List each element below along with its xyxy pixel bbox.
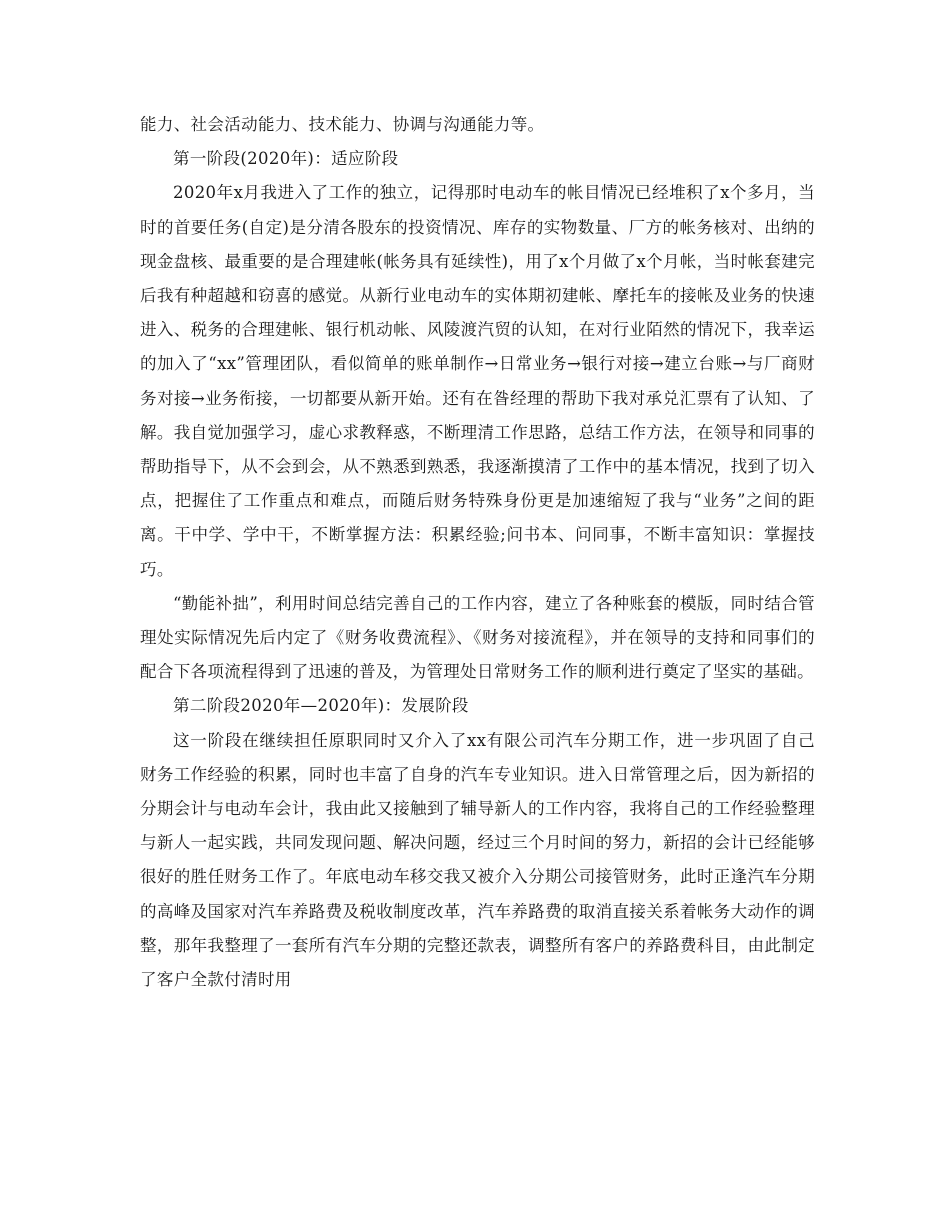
paragraph-stage-one-body: 2020年x月我进入了工作的独立，记得那时电动车的帐目情况已经堆积了x个多月，当时的首要任务(自定)是分清各股东的投资情况、库存的实物数量、厂方的帐务核对、出纳的现金盘核、最重要的是合理建帐(帐务具有延续性)，用了x个月做了x个月帐，当时帐套建完后我有种超越和窃喜的感觉。从新行业电动车的实体期初建帐、摩托车的接帐及业务的快速进入、税务的合理建帐、银行机动帐、风陵渡汽贸的认知，在对行业陌然的情况下，我幸运的加入了“xx”管理团队，看似简单的账单制作→日常业务→银行对接→建立台账→与厂商财务对接→业务衔接，一切都要从新开始。还有在昝经理的帮助下我对承兑汇票有了认知、了解。我自觉加强学习，虚心求教释惑，不断理清工作思路，总结工作方法，在领导和同事的帮助指导下，从不会到会，从不熟悉到熟悉，我逐渐摸清了工作中的基本情况，找到了切入点，把握住了工作重点和难点，而随后财务特殊身份更是加速缩短了我与“业务”之间的距离。干中学、学中干，不断掌握方法：积累经验;问书本、问同事，不断丰富知识：掌握技巧。: [140, 183, 815, 579]
paragraph-stage-two-body: 这一阶段在继续担任原职同时又介入了xx有限公司汽车分期工作，进一步巩固了自己财务工作经验的积累，同时也丰富了自身的汽车专业知识。进入日常管理之后，因为新招的分期会计与电动车会计，我由此又接触到了辅导新人的工作内容，我将自己的工作经验整理与新人一起实践，共同发现问题、解决问题，经过三个月时间的努力，新招的会计已经能够很好的胜任财务工作了。年底电动车移交我又被介入分期公司接管财务，此时正逢汽车分期的高峰及国家对汽车养路费及税收制度改革，汽车养路费的取消直接关系着帐务大动作的调整，那年我整理了一套所有汽车分期的完整还款表，调整所有客户的养路费科目，由此制定了客户全款付清时用: [140, 730, 815, 990]
paragraph-continuation: 能力、社会活动能力、技术能力、协调与沟通能力等。: [140, 115, 545, 134]
paragraph-diligence: “勤能补拙”，利用时间总结完善自己的工作内容，建立了各种账套的模版，同时结合管理处实际情况先后内定了《财务收费流程》、《财务对接流程》，并在领导的支持和同事们的配合下各项流程得到了迅速的普及，为管理处日常财务工作的顺利进行奠定了坚实的基础。: [140, 593, 815, 682]
section-heading-stage-two: 第二阶段2020年—2020年)：发展阶段: [173, 696, 469, 716]
document-page: [140, 108, 815, 997]
section-heading-stage-one: 第一阶段(2020年)：适应阶段: [173, 149, 399, 169]
